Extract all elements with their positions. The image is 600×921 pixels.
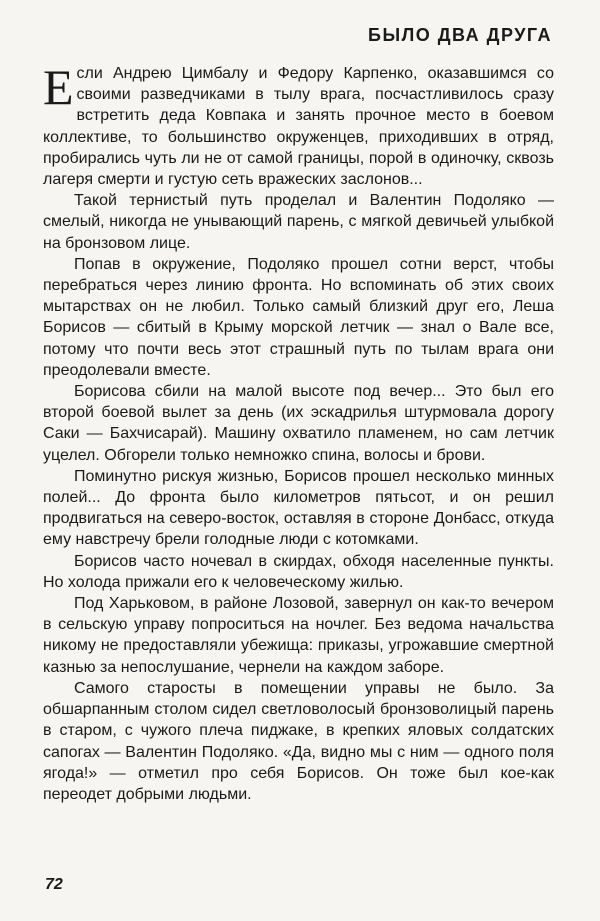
paragraph-8: Самого старосты в помещении управы не было. За обшарпанным столом сидел светловолосый бронзоволицый парень в старом, с чужого плеча пиджаке, в крепких яловых солдатских сапогах — Валентин Подоляко. «Да, видно мы с ним — одного поля ягода!» — отметил про себя Борисов. Он тоже был кое-как переодет добрыми людьми. xyxy=(43,679,554,803)
paragraph-5: Поминутно рискуя жизнью, Борисов прошел несколько минных полей... До фронта было километров пятьсот, и он решил продвигаться на северо-восток, оставляя в стороне Донбасс, откуда ему навстречу брели голодные люди с котомками. xyxy=(43,467,554,549)
article-body xyxy=(43,59,554,805)
paragraph-1 xyxy=(43,59,554,190)
paragraph-2: Такой тернистый путь проделал и Валентин Подоляко — смелый, никогда не унывающий парень, с мягкой девичьей улыбкой на бронзовом лице. xyxy=(43,192,554,252)
paragraph-3: Попав в окружение, Подоляко прошел сотни верст, чтобы перебраться через линию фронта. Но вспоминать об этих своих мытарствах он не любил. Только самый близкий друг его, Леша Борисов — сбитый в Крыму морской летчик — знал о Вале все, потому что почти весь этот страшный путь по тылам врага они преодолевали вместе. xyxy=(43,255,554,379)
paragraph-6: Борисов часто ночевал в скирдах, обходя населенные пункты. Но холода прижали его к человеческому жилью. xyxy=(43,552,554,591)
paragraph-7: Под Харьковом, в районе Лозовой, завернул он как-то вечером в сельскую управу попроситься на ночлег. Без ведома начальства никому не предоставляли убежища: приказы, угрожавшие смертной казнью за непослушание, чернели на каждом заборе. xyxy=(43,595,554,676)
drop-cap: Е xyxy=(43,59,74,115)
running-head-title: БЫЛО ДВА ДРУГА xyxy=(368,25,552,45)
paragraph-1-text: сли Андрею Цимбалу и Федору Карпенко, оказавшимся со своими разведчиками в тылу врага, посчастливилось сразу встретить деда Ковпака и занять прочное место в боевом коллективе, то большинство окруженцев, приходивших в отряд, пробирались чуть ли не от самой границы, порой в одиночку, сквозь лагеря смерти и густую сеть вражеских заслонов... xyxy=(43,65,554,189)
page-number: 72 xyxy=(45,876,63,893)
paragraph-4: Борисова сбили на малой высоте под вечер... Это был его второй боевой вылет за день (их эскадрилья штурмовала дорогу Саки — Бахчисарай). Машину охватило пламенем, но сам летчик уцелел. Обгорели только немножко спина, волосы и брови. xyxy=(43,383,554,464)
